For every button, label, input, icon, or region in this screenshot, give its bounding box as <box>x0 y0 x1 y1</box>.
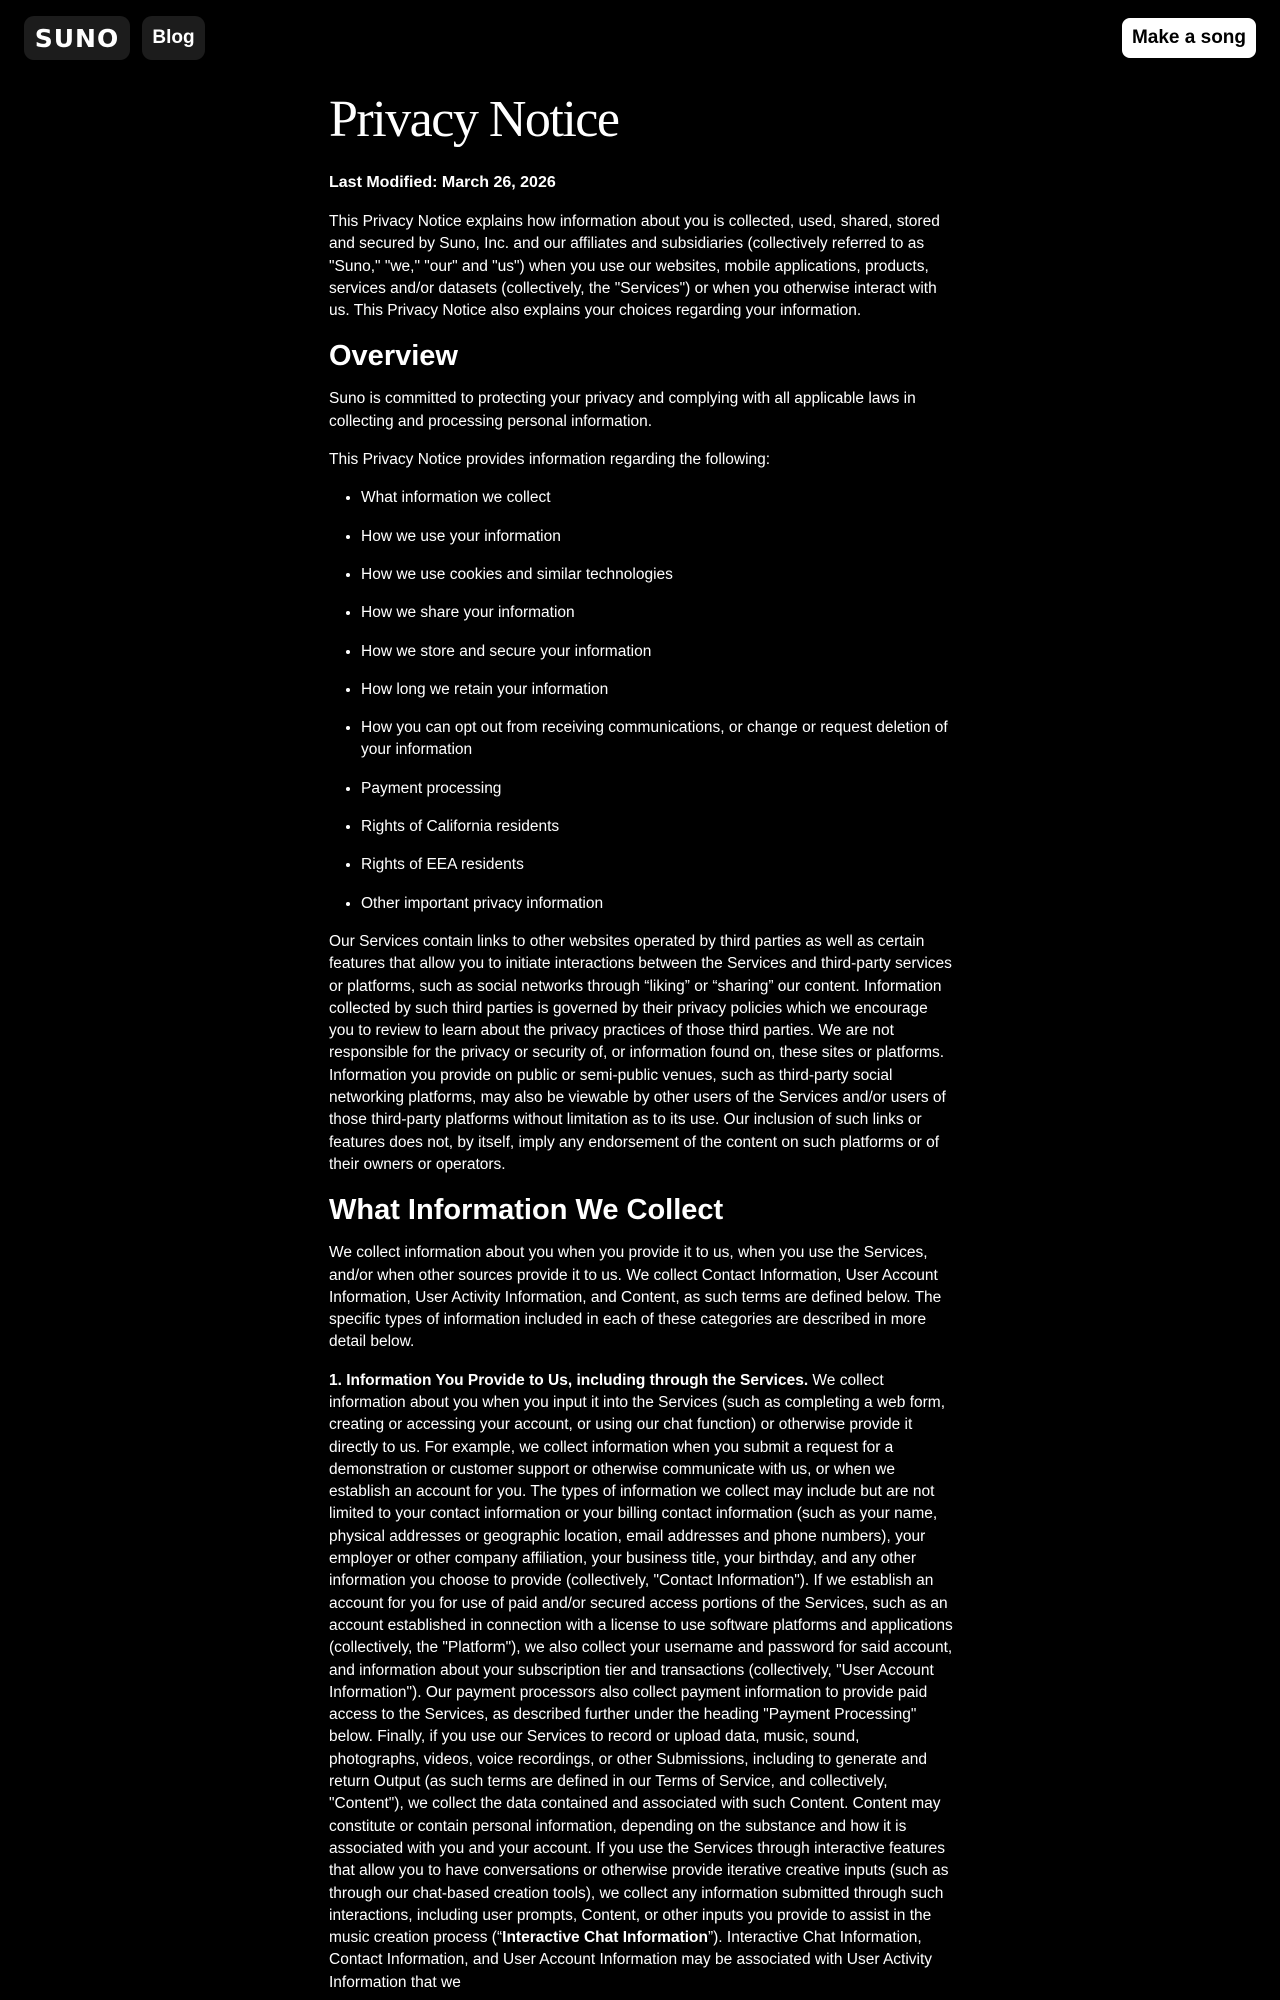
suno-logo-home-link[interactable]: SUNO <box>24 16 130 60</box>
privacy-notice-content <box>329 84 953 2000</box>
overview-topic-list <box>329 487 953 915</box>
top-navigation-bar <box>0 0 1280 76</box>
blog-nav-button[interactable]: Blog <box>142 16 205 60</box>
what-we-collect-heading: What Information We Collect <box>329 1194 724 1227</box>
overview-paragraph-2: This Privacy Notice provides information regarding the following: <box>329 451 771 469</box>
collect-section-1-title: 1. Information You Provide to Us, including through the Services. <box>329 1371 809 1389</box>
list-item: • How we use your information <box>361 526 953 548</box>
list-item: • How we use cookies and similar technologies <box>361 564 953 586</box>
list-item: • Rights of EEA residents <box>361 854 953 876</box>
list-item: • How we store and secure your information <box>361 641 953 663</box>
list-item: • Payment processing <box>361 778 953 800</box>
overview-heading: Overview <box>329 340 458 373</box>
last-modified-date: Last Modified: March 26, 2026 <box>329 174 556 191</box>
list-item: • What information we collect <box>361 487 953 509</box>
collect-paragraph-2 <box>329 1370 953 1994</box>
page-title: Privacy Notice <box>329 91 619 148</box>
list-item: • Rights of California residents <box>361 816 953 838</box>
list-item: • Other important privacy information <box>361 893 953 915</box>
collect-paragraph-1: We collect information about you when you provide it to us, when you use the Services, and/or when other sources provide it to us. We collect Contact Information, User Account Information, User Activity Information, and Content, as such terms are defined below. The specific types of information included in each of these categories are described in more detail below. <box>329 1244 942 1351</box>
overview-paragraph-1: Suno is committed to protecting your privacy and complying with all applicable laws in collecting and processing personal information. <box>329 390 916 430</box>
collect-section-1-body: We collect information about you when you input it into the Services (such as completing a web form, creating or accessing your account, or using our chat function) or otherwise provide it directly to us. For example, we collect information when you submit a request for a demonstration or customer support or otherwise communicate with us, or when we establish an account for you. The types of information we collect may include but are not limited to your contact information or your billing contact information (such as your name, physical addresses or geographic location, email addresses and phone numbers), your employer or other company affiliation, your business title, your birthday, and any other information you choose to provide (collectively, "Contact Information"). If we establish an account for you for use of paid and/or secured access portions of the Services, such as an account established in connection with a license to use software platforms and applications (collectively, the "Platform"), we also collect your username and password for said account, and information about your subscription tier and transactions (collectively, "User Account Information"). Our payment processors also collect payment information to provide paid access to the Services, as described further under the heading "Payment Processing" below. Finally, if you use our Services to record or upload data, music, sound, photographs, videos, voice recordings, or other Submissions, including to generate and return Output (as such terms are defined in our Terms of Service, and collectively, "Content"), we collect the data contained and associated with such Content. Content may constitute or contain personal information, depending on the substance and how it is associated with you and your account. If you use the Services through interactive features that allow you to have conversations or otherwise provide iterative creative inputs (such as through our chat-based creation tools), we collect any information submitted through such interactions, including user prompts, Content, or other inputs you provide to assist in the music creation process (“ <box>329 1371 953 1947</box>
list-item: • How long we retain your information <box>361 679 953 701</box>
interactive-chat-term: Interactive Chat Information <box>502 1929 708 1947</box>
intro-paragraph: This Privacy Notice explains how information about you is collected, used, shared, stored and secured by Suno, Inc. and our affiliates and subsidiaries (collectively referred to as "Suno," "we," "our" and "us") when you use our websites, mobile applications, products, services and/or datasets (collectively, the "Services") or when you otherwise interact with us. This Privacy Notice also explains your choices regarding your information. <box>329 213 940 320</box>
third-party-paragraph: Our Services contain links to other websites operated by third parties as well as certain features that allow you to initiate interactions between the Services and third-party services or platforms, such as social networks through “liking” or “sharing” our content. Information collected by such third parties is governed by their privacy policies which we encourage you to review to learn about the privacy practices of those third parties. We are not responsible for the privacy or security of, or information found on, these sites or platforms. Information you provide on public or semi-public venues, such as third-party social networking platforms, may also be viewable by other users of the Services and/or users of those third-party platforms without limitation as to its use. Our inclusion of such links or features does not, by itself, imply any endorsement of the content on such platforms or of their owners or operators. <box>329 932 952 1173</box>
collect-section-1-tail: ”). Interactive Chat Information, Contact Information, and User Account Information may be associated with User Activity Information that we <box>329 1929 933 1991</box>
list-item: • How you can opt out from receiving communications, or change or request deletion of your information <box>361 717 953 762</box>
make-a-song-button[interactable]: Make a song <box>1122 18 1256 58</box>
list-item: • How we share your information <box>361 602 953 624</box>
